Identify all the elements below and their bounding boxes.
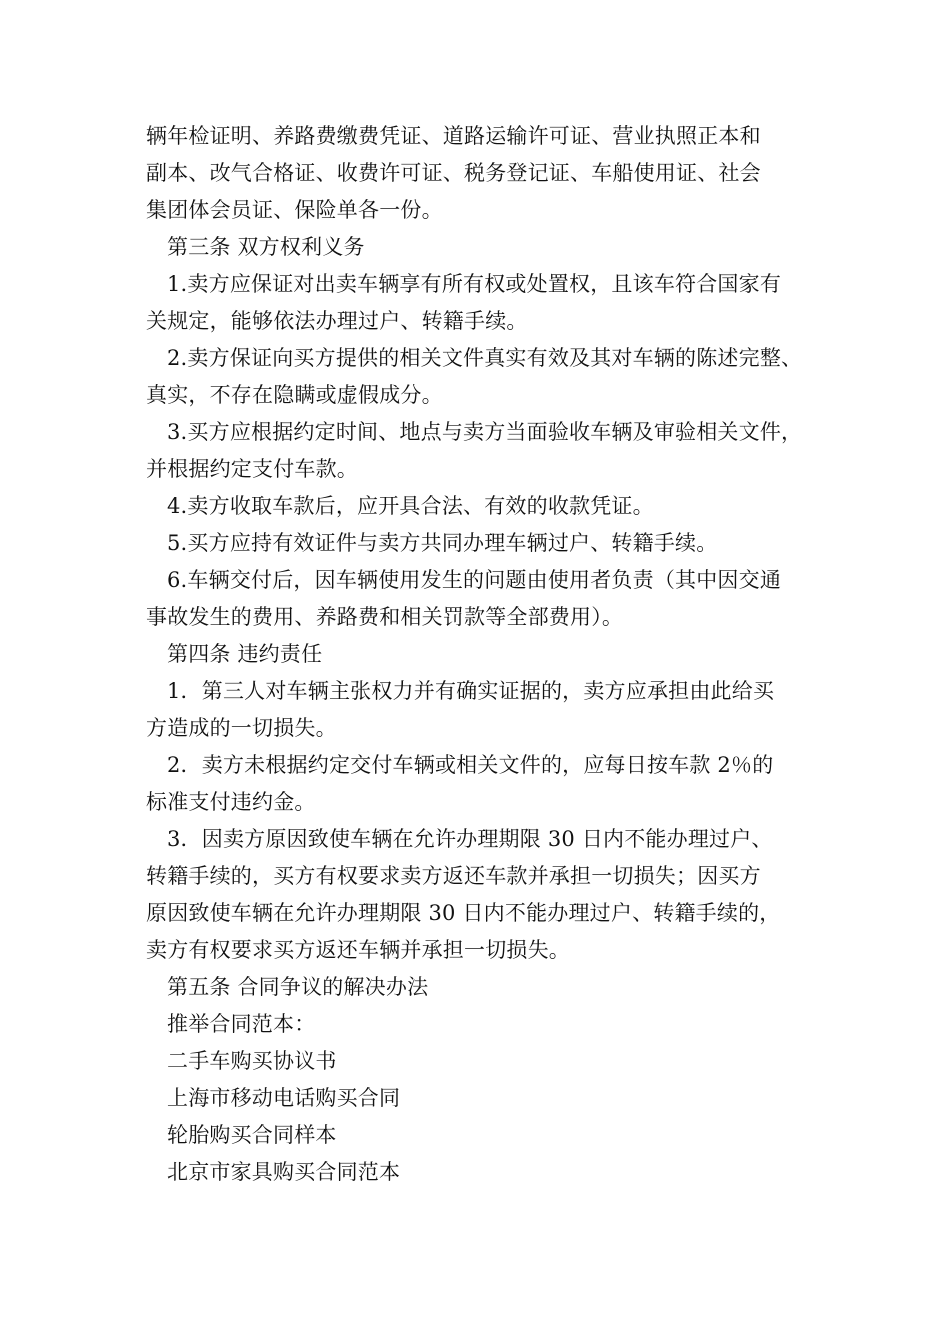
text-line: 转籍手续的，买方有权要求卖方返还车款并承担一切损失；因买方	[146, 864, 761, 888]
text-line: 事故发生的费用、养路费和相关罚款等全部费用）。	[146, 605, 624, 629]
text-line: 二手车购买协议书	[167, 1049, 337, 1073]
text-line: 上海市移动电话购买合同	[167, 1086, 401, 1110]
text-line: 标准支付违约金。	[146, 790, 316, 814]
document-body	[146, 118, 826, 1191]
text-line: 并根据约定支付车款。	[146, 457, 358, 481]
text-line: 第五条 合同争议的解决办法	[167, 975, 429, 999]
text-line: 1.卖方应保证对出卖车辆享有所有权或处置权，且该车符合国家有	[167, 272, 782, 296]
text-line: 副本、改气合格证、收费许可证、税务登记证、车船使用证、社会	[146, 161, 761, 185]
text-line: 原因致使车辆在允许办理期限 30 日内不能办理过户、转籍手续的，	[146, 901, 781, 925]
text-line: 第三条 双方权利义务	[167, 235, 365, 259]
text-line: 第四条 违约责任	[167, 642, 323, 666]
text-line: 轮胎购买合同样本	[167, 1123, 337, 1147]
text-line: 卖方有权要求买方返还车辆并承担一切损失。	[146, 938, 570, 962]
text-line: 6.车辆交付后，因车辆使用发生的问题由使用者负责（其中因交通	[167, 568, 782, 592]
text-line: 辆年检证明、养路费缴费凭证、道路运输许可证、营业执照正本和	[146, 124, 761, 148]
text-line: 3．因卖方原因致使车辆在允许办理期限 30 日内不能办理过户、	[167, 827, 773, 851]
text-line: 方造成的一切损失。	[146, 716, 337, 740]
text-line: 5.买方应持有效证件与卖方共同办理车辆过户、转籍手续。	[167, 531, 718, 555]
text-line: 2．卖方未根据约定交付车辆或相关文件的，应每日按车款 2％的	[167, 753, 774, 777]
text-line: 推举合同范本：	[167, 1012, 316, 1036]
text-line: 北京市家具购买合同范本	[167, 1160, 401, 1184]
text-line: 3.买方应根据约定时间、地点与卖方当面验收车辆及审验相关文件，	[167, 420, 803, 444]
text-line: 1．第三人对车辆主张权力并有确实证据的，卖方应承担由此给买	[167, 679, 775, 703]
text-line: 4.卖方收取车款后，应开具合法、有效的收款凭证。	[167, 494, 654, 518]
text-line: 集团体会员证、保险单各一份。	[146, 198, 443, 222]
text-line: 真实，不存在隐瞒或虚假成分。	[146, 383, 443, 407]
text-line: 2.卖方保证向买方提供的相关文件真实有效及其对车辆的陈述完整、	[167, 346, 803, 370]
text-line: 关规定，能够依法办理过户、转籍手续。	[146, 309, 528, 333]
